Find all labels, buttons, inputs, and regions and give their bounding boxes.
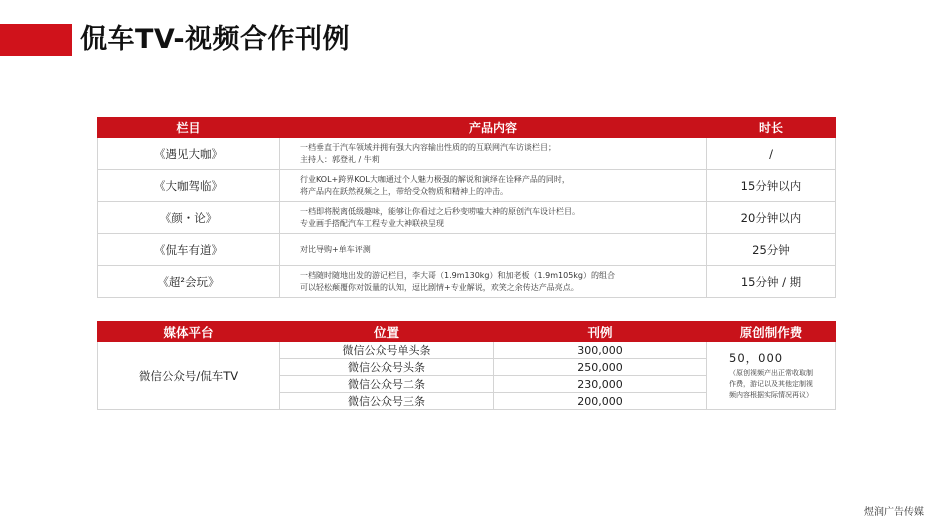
program-name: 《侃车有道》: [98, 234, 280, 266]
program-row: [98, 170, 836, 202]
production-cost-note-line: （原创视频产出正常收取制: [729, 369, 813, 377]
program-content-line: 一档即将脱离低级趣味，能够让你看过之后秒变唠嗑大神的原创汽车设计栏目。: [300, 206, 580, 216]
program-name: 《大咖驾临》: [98, 170, 280, 202]
program-content: [280, 234, 707, 266]
program-duration: 15分钟以内: [707, 170, 836, 202]
position-cell: 微信公众号单头条: [280, 342, 494, 359]
price-cell: 200,000: [494, 393, 707, 410]
title-accent-bar: [0, 24, 72, 56]
program-content-line: 对比导购+单车评测: [300, 244, 371, 254]
production-cost-cell: [707, 342, 836, 410]
program-content: [280, 202, 707, 234]
production-cost-price: 50，000: [729, 351, 784, 365]
header-position: 位置: [280, 322, 494, 342]
program-row: [98, 234, 836, 266]
program-duration: 15分钟 / 期: [707, 266, 836, 298]
program-content-line: 行业KOL+跨界KOL大咖通过个人魅力极强的解说和演绎在诠释产品的同时，: [300, 174, 570, 184]
position-cell: 微信公众号头条: [280, 359, 494, 376]
program-name: 《颜・论》: [98, 202, 280, 234]
page-title: 侃车TV-视频合作刊例: [80, 24, 351, 55]
position-cell: 微信公众号二条: [280, 376, 494, 393]
header-duration: 时长: [707, 118, 836, 138]
production-cost-note-line: 频内容根据实际情况再议）: [729, 391, 813, 399]
header-cost: 原创制作费: [707, 322, 836, 342]
program-content-line: 专业画手搭配汽车工程专业大神联袂呈现: [300, 218, 444, 228]
program-name: 《遇见大咖》: [98, 138, 280, 170]
program-row: [98, 138, 836, 170]
program-row: [98, 202, 836, 234]
header-content: 产品内容: [280, 118, 707, 138]
program-table-header: [98, 118, 836, 138]
program-duration: 20分钟以内: [707, 202, 836, 234]
rate-row: [98, 342, 836, 359]
platform-cell: 微信公众号/侃车TV: [98, 342, 280, 410]
program-duration: /: [707, 138, 836, 170]
header-platform: 媒体平台: [98, 322, 280, 342]
price-cell: 230,000: [494, 376, 707, 393]
header-name: 栏目: [98, 118, 280, 138]
program-content-line: 将产品内在跃然视频之上，带给受众物质和精神上的冲击。: [300, 186, 508, 196]
program-content-line: 可以轻松颠覆你对饭量的认知，逗比剧情+专业解说，欢笑之余传达产品亮点。: [300, 282, 579, 292]
rate-table-header: [98, 322, 836, 342]
production-cost-note-line: 作费，游记以及其他定制视: [729, 380, 813, 388]
position-cell: 微信公众号三条: [280, 393, 494, 410]
program-row: [98, 266, 836, 298]
program-duration: 25分钟: [707, 234, 836, 266]
program-content-line: 主持人：郭登礼 / 牛莉: [300, 154, 380, 164]
program-table: [97, 117, 836, 298]
header-price: 刊例: [494, 322, 707, 342]
price-cell: 250,000: [494, 359, 707, 376]
program-content: [280, 266, 707, 298]
program-content-line: 一档垂直于汽车领域并拥有强大内容输出性质的的互联网汽车访谈栏目；: [300, 142, 556, 152]
rate-table: [97, 321, 836, 410]
footer-brand: 煜润广告传媒: [864, 507, 924, 518]
price-cell: 300,000: [494, 342, 707, 359]
program-content-line: 一档随时随地出发的游记栏目，李大哥（1.9m130kg）和加老板（1.9m105kg）的组合: [300, 270, 615, 280]
production-cost-note: [729, 368, 835, 401]
program-name: 《超²会玩》: [98, 266, 280, 298]
program-content: [280, 170, 707, 202]
program-content: [280, 138, 707, 170]
